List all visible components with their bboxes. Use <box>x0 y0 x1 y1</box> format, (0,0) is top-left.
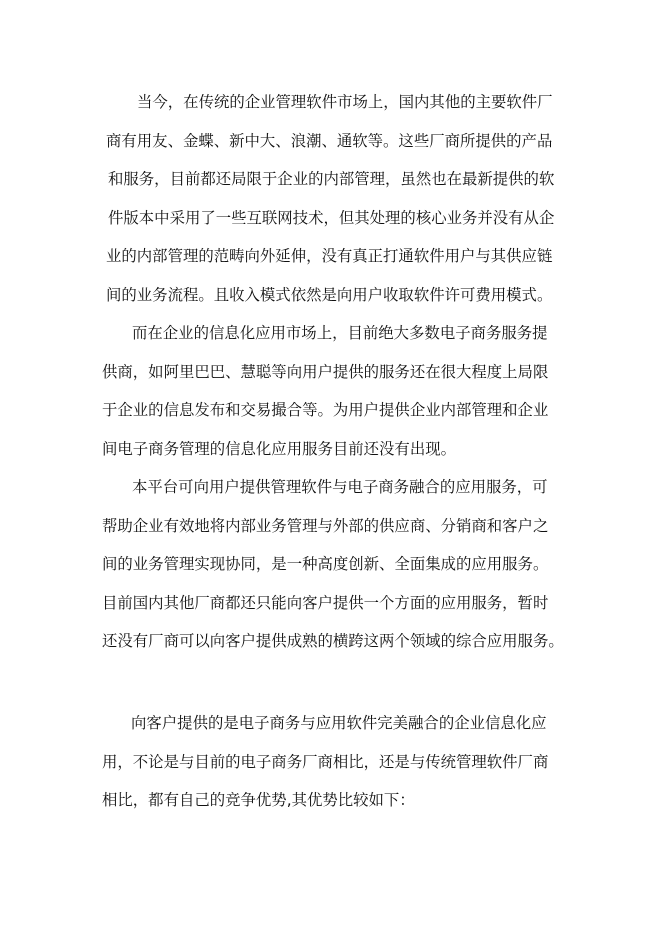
paragraph-ecommerce-market <box>102 314 572 468</box>
paragraph-traditional-software-market <box>102 83 572 314</box>
text-line: 还没有厂商可以向客户提供成熟的横跨这两个领域的综合应用服务。 <box>102 632 564 650</box>
text-line: 间的业务流程。且收入模式依然是向用户收取软件许可费用模式。 <box>106 285 553 304</box>
text-line: 商有用友、金蝶、新中大、浪潮、通软等。这些厂商所提供的产品 <box>106 131 553 150</box>
text-line: 本平台可向用户提供管理软件与电子商务融合的应用服务，可 <box>132 478 548 496</box>
text-line: 间的业务管理实现协同，是一种高度创新、全面集成的应用服务。 <box>102 555 549 573</box>
paragraph-competitive-advantage <box>102 704 572 820</box>
text-line: 间电子商务管理的信息化应用服务目前还没有出现。 <box>102 439 456 458</box>
text-line: 件版本中采用了一些互联网技术，但其处理的核心业务并没有从企 <box>108 208 555 227</box>
text-line: 向客户提供的是电子商务与应用软件完美融合的企业信息化应 <box>131 714 547 732</box>
text-line: 和服务，目前都还局限于企业的内部管理，虽然也在最新提供的软 <box>108 170 555 188</box>
text-line: 用，不论是与目前的电子商务厂商相比，还是与传统管理软件厂商 <box>102 752 549 771</box>
paragraph-platform-services <box>102 468 572 661</box>
text-line: 于企业的信息发布和交易撮合等。为用户提供企业内部管理和企业 <box>102 401 549 419</box>
text-line: 帮助企业有效地将内部业务管理与外部的供应商、分销商和客户之 <box>102 516 549 535</box>
text-line: 目前国内其他厂商都还只能向客户提供一个方面的应用服务，暂时 <box>102 593 549 612</box>
text-line: 业的内部管理的范畴向外延伸，没有真正打通软件用户与其供应链 <box>106 247 553 265</box>
text-line: 供商，如阿里巴巴、慧聪等向用户提供的服务还在很大程度上局限 <box>102 362 549 381</box>
text-line: 当今，在传统的企业管理软件市场上，国内其他的主要软件厂 <box>137 93 553 111</box>
text-line: 而在企业的信息化应用市场上，目前绝大多数电子商务服务提 <box>132 324 548 342</box>
text-line: 相比，都有自己的竞争优势,其优势比较如下： <box>102 791 415 809</box>
